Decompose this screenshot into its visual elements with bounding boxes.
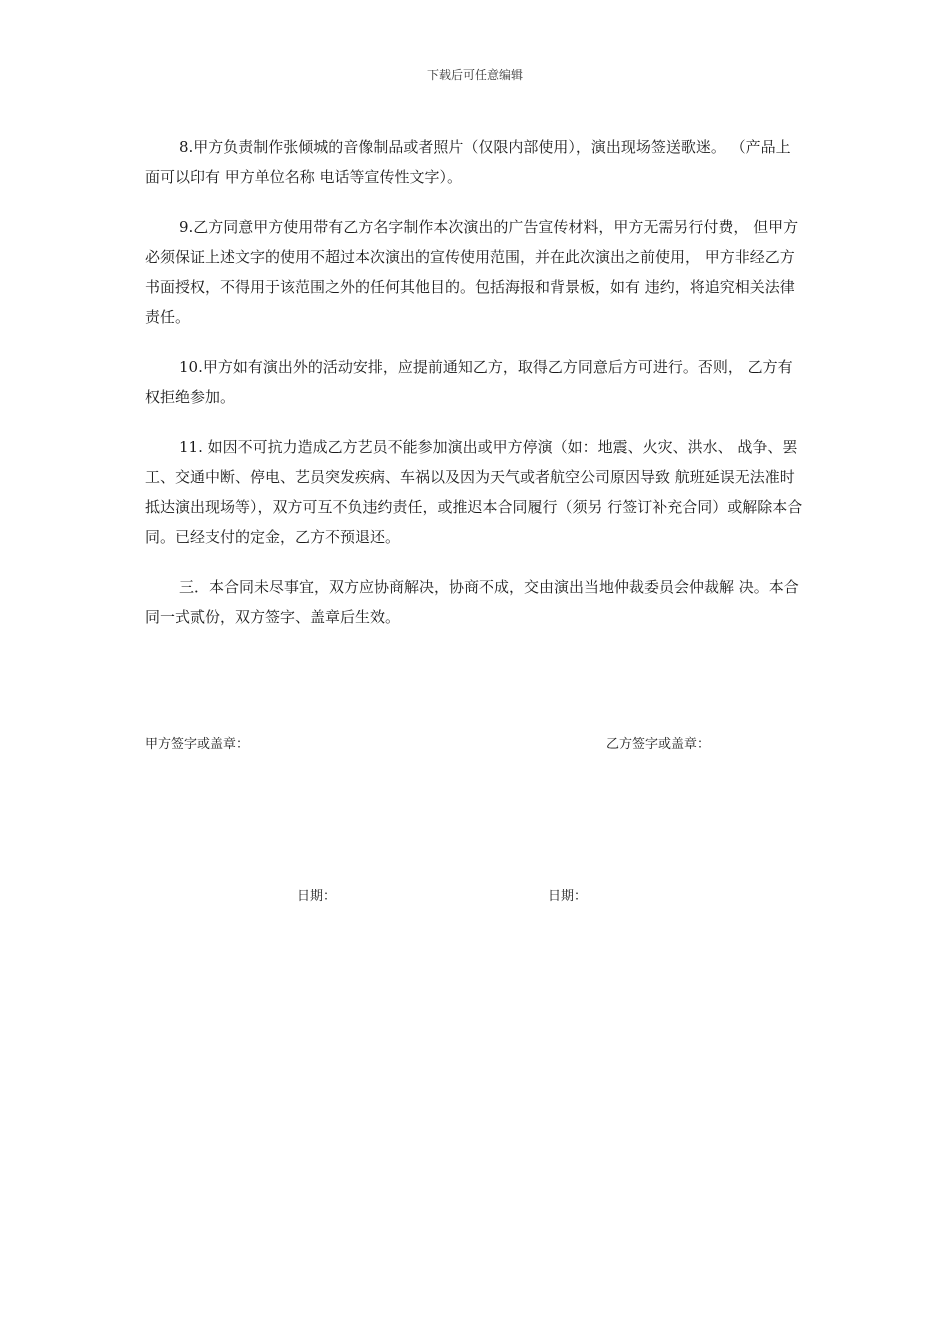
clause-11-line-1: 11. 如因不可抗力造成乙方艺员不能参加演出或甲方停演（如：地震、火灾、洪水、 <box>179 438 733 456</box>
party-b-date-label: 日期： <box>548 889 588 904</box>
clause-three <box>145 572 805 632</box>
clause-10-line-1: 10.甲方如有演出外的活动安排，应提前通知乙方，取得乙方同意后方可进行。否则， <box>179 358 743 376</box>
party-a-signature-label: 甲方签字或盖章： <box>145 737 250 752</box>
party-a-date-label: 日期： <box>297 889 337 904</box>
clause-11-line-3: 航班延误无法准时抵达演出现场等），双方可互不负违约责任，或推迟本合同履行（须另 <box>145 468 795 516</box>
party-b-signature-label: 乙方签字或盖章： <box>606 737 711 752</box>
header-note: 下载后可任意编辑 <box>426 68 523 82</box>
clause-three-line-1: 三．本合同未尽事宜，双方应协商解决，协商不成，交由演出当地仲裁委员会仲裁解 <box>179 578 735 596</box>
clause-8-line-2: （产品上面可以印有 甲方单位名称 电话等宣传性文字）。 <box>145 138 791 186</box>
clause-10 <box>145 352 805 412</box>
clause-9 <box>145 212 805 332</box>
clause-9-line-3: 甲方非经乙方书面授权，不得用于该范围之外的任何其他目的。包括海报和背景板，如有 <box>145 248 795 296</box>
clause-9-line-2: 但甲方必须保证上述文字的使用不超过本次演出的宣传使用范围，并在此次演出之前使用， <box>145 218 799 266</box>
clause-11-line-2: 战争、罢工、交通中断、停电、艺员突发疾病、车祸以及因为天气或者航空公司原因导致 <box>145 438 798 486</box>
clause-11-line-4: 行签订补充合同）或解除本合同。已经支付的定金，乙方不预退还。 <box>145 498 803 546</box>
clause-10-line-2: 乙方有权拒绝参加。 <box>145 358 793 406</box>
clause-8-line-1: 8.甲方负责制作张倾城的音像制品或者照片（仅限内部使用），演出现场签送歌迷。 <box>179 138 726 156</box>
clause-9-line-1: 9.乙方同意甲方使用带有乙方名字制作本次演出的广告宣传材料，甲方无需另行付费， <box>179 218 749 236</box>
clause-8 <box>145 132 805 192</box>
contract-body <box>145 132 805 652</box>
clause-three-line-2: 决。本合同一式贰份，双方签字、盖章后生效。 <box>145 578 799 626</box>
clause-9-line-4: 违约，将追究相关法律责任。 <box>145 278 795 326</box>
clause-11 <box>145 432 805 552</box>
